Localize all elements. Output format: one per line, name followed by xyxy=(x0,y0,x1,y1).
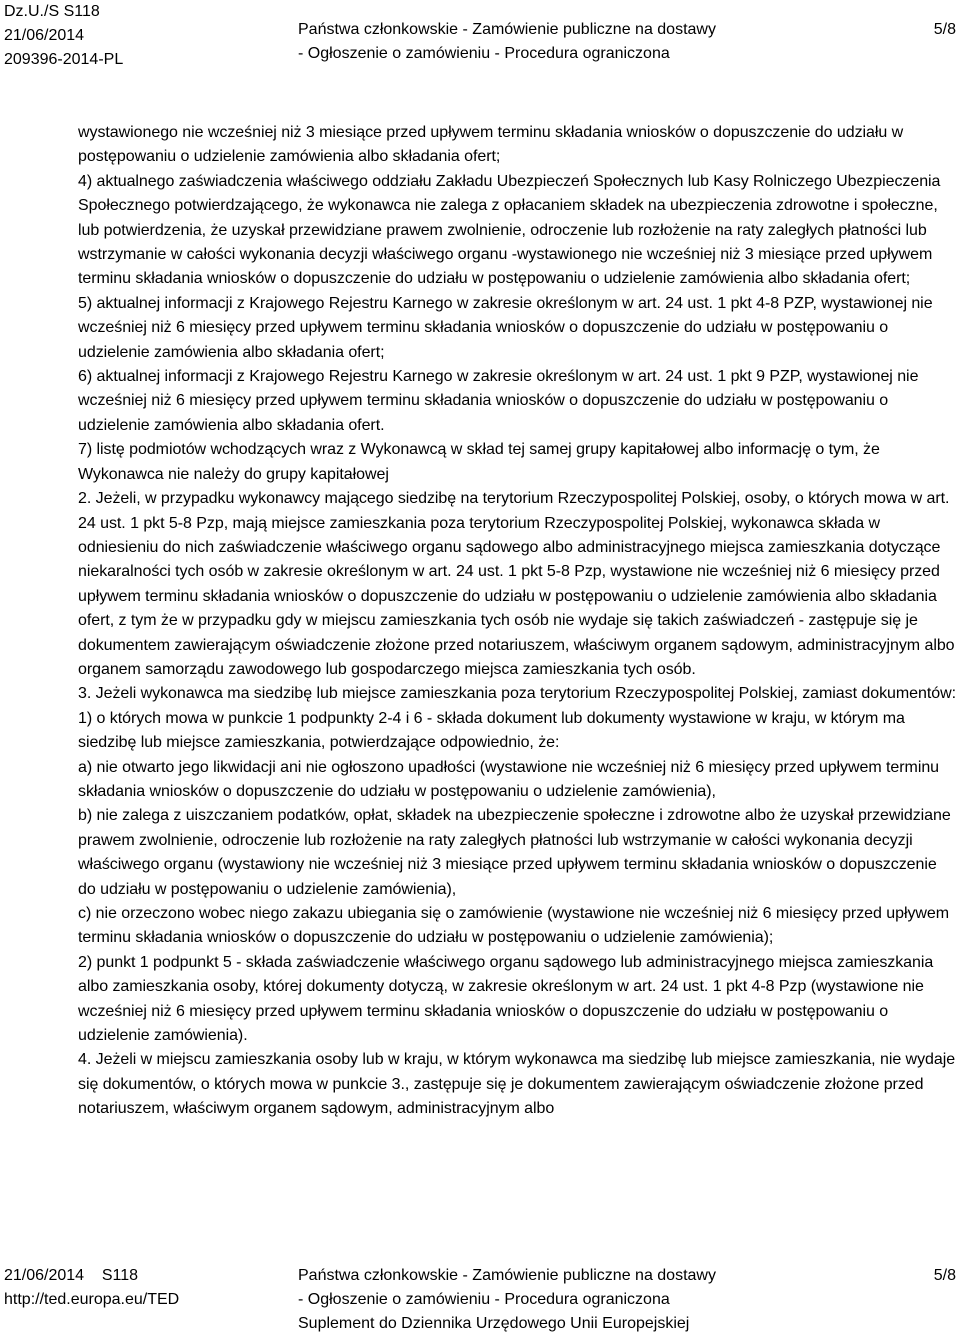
header-title-line1: Państwa członkowskie - Zamówienie publiczne na dostawy xyxy=(298,21,716,38)
paragraph: 5) aktualnej informacji z Krajowego Rejestru Karnego w zakresie określonym w art. 24 ust. 1 pkt 4-8 PZP, wystawionej nie wcześniej niż 6 miesięcy przed upływem terminu składania wniosków o dopuszczenie do udziału w postępowaniu o udzielenie zamówienia albo składania ofert; xyxy=(78,294,933,361)
footer-series: S118 xyxy=(101,1267,139,1284)
header-left xyxy=(4,0,123,72)
header-date: 21/06/2014 xyxy=(4,27,85,44)
paragraph: 2) punkt 1 podpunkt 5 - składa zaświadczenie właściwego organu sądowego lub administracyjnego miejsca zamieszkania albo zamieszkania osoby, której dokumenty dotyczą, w zakresie określonym w art. 24 ust. 1 pkt 4-8 Pzp (wystawione nie wcześniej niż 6 miesięcy przed upływem terminu składania wniosków o dopuszczenie do udziału w postępowaniu o udzielenie zamówienia). xyxy=(78,953,934,1045)
paragraph: 3. Jeżeli wykonawca ma siedzibę lub miejsce zamieszkania poza terytorium Rzeczypospolitej Polskiej, zamiast dokumentów: xyxy=(78,685,956,703)
paragraph: 4) aktualnego zaświadczenia właściwego oddziału Zakładu Ubezpieczeń Społecznych lub Kasy Rolniczego Ubezpieczenia Społecznego potwierdzającego, że wykonawca nie zalega z opłacaniem składek na ubezpieczenia zdrowotne i społeczne, lub potwierdzenia, że uzyskał przewidziane prawem zwolnienie, odroczenie lub rozłożenie na raty zaległych płatności lub wstrzymanie w całości wykonania decyzji właściwego organu -wystawionego nie wcześniej niż 3 miesiące przed upływem terminu składania wniosków o dopuszczenie do udziału w postępowaniu o udzielenie zamówienia albo składania ofert; xyxy=(78,172,941,288)
page-footer xyxy=(0,1264,960,1334)
paragraph: 2. Jeżeli, w przypadku wykonawcy mającego siedzibę na terytorium Rzeczypospolitej Polskiej, osoby, o których mowa w art. 24 ust. 1 pkt 5-8 Pzp, mają miejsce zamieszkania poza terytorium Rzeczypospolitej Polskiej, wykonawca składa w odniesieniu do nich zaświadczenie właściwego organu sądowego albo administracyjnego miejsca zamieszkania dotyczące niekaralności tych osób w zakresie określonym w art. 24 ust. 1 pkt 5-8 Pzp, wystawione nie wcześniej niż 6 miesięcy przed upływem terminu składania wniosków o dopuszczenie do udziału w postępowaniu o udzielenie zamówienia albo składania ofert, z tym że w przypadku gdy w miejscu zamieszkania tych osób nie wydaje się takich zaświadczeń - zastępuje się je dokumentem zawierającym oświadczenie złożone przed notariuszem, właściwym organem sądowym, administracyjnym albo organem samorządu zawodowego lub gospodarczego miejsca zamieszkania tych osób. xyxy=(78,490,955,678)
paragraph: wystawionego nie wcześniej niż 3 miesiące przed upływem terminu składania wniosków o dopuszczenie do udziału w postępowaniu o udzielenie zamówienia albo składania ofert; xyxy=(78,124,904,166)
document-body xyxy=(78,121,956,1122)
paragraph: a) nie otwarto jego likwidacji ani nie ogłoszono upadłości (wystawione nie wcześniej niż 6 miesięcy przed upływem terminu składania wniosków o dopuszczenie do udziału w postępowaniu o udzielenie zamówienia), xyxy=(78,758,940,800)
paragraph: b) nie zalega z uiszczaniem podatków, opłat, składek na ubezpieczenie społeczne i zdrowotne albo że uzyskał przewidziane prawem zwolnienie, odroczenie lub rozłożenie na raty zaległych płatności lub wstrzymanie w całości wykonania decyzji właściwego organu (wystawiony nie wcześniej niż 3 miesiące przed upływem terminu składania wniosków o dopuszczenie do udziału w postępowaniu o udzielenie zamówienia), xyxy=(78,807,951,898)
header-title-line2: - Ogłoszenie o zamówieniu - Procedura ograniczona xyxy=(298,45,670,62)
footer-url[interactable]: http://ted.europa.eu/TED xyxy=(4,1291,180,1308)
footer-title-line1: Państwa członkowskie - Zamówienie publiczne na dostawy xyxy=(298,1267,716,1284)
footer-date: 21/06/2014 xyxy=(4,1267,85,1284)
paragraph: c) nie orzeczono wobec niego zakazu ubiegania się o zamówienie (wystawione nie wcześniej niż 6 miesięcy przed upływem terminu składania wniosków o dopuszczenie do udziału w postępowaniu o udzielenie zamówienia); xyxy=(78,905,950,947)
footer-title-line2: - Ogłoszenie o zamówieniu - Procedura ograniczona xyxy=(298,1291,670,1308)
header-page-number: 5/8 xyxy=(933,21,956,38)
footer-title xyxy=(298,1264,716,1336)
header-title xyxy=(298,18,716,66)
paragraph: 4. Jeżeli w miejscu zamieszkania osoby lub w kraju, w którym wykonawca ma siedzibę lub miejsce zamieszkania, nie wydaje się dokumentów, o których mowa w punkcie 3., zastępuje się je dokumentem zawierającym oświadczenie złożone przed notariuszem, właściwym organem sądowym, administracyjnym albo xyxy=(78,1051,956,1118)
footer-date-series xyxy=(4,1264,179,1288)
footer-title-line3: Suplement do Dziennika Urzędowego Unii Europejskiej xyxy=(298,1315,690,1332)
paragraph: 6) aktualnej informacji z Krajowego Rejestru Karnego w zakresie określonym w art. 24 ust. 1 pkt 9 PZP, wystawionej nie wcześniej niż 6 miesięcy przed upływem terminu składania wniosków o dopuszczenie do udziału w postępowaniu o udzielenie zamówienia albo składania ofert. xyxy=(78,368,919,434)
paragraph: 7) listę podmiotów wchodzących wraz z Wykonawcą w skład tej samej grupy kapitałowej albo informację o tym, że Wykonawca nie należy do grupy kapitałowej xyxy=(78,441,880,483)
footer-page-number: 5/8 xyxy=(933,1267,956,1284)
footer-left xyxy=(4,1264,179,1312)
paragraph: 1) o których mowa w punkcie 1 podpunkty 2-4 i 6 - składa dokument lub dokumenty wystawione w kraju, w którym ma siedzibę lub miejsce zamieszkania, potwierdzające odpowiednio, że: xyxy=(78,709,905,752)
document-id: 209396-2014-PL xyxy=(4,51,124,68)
journal-ref: Dz.U./S S118 xyxy=(4,3,100,20)
page-header xyxy=(0,0,960,70)
